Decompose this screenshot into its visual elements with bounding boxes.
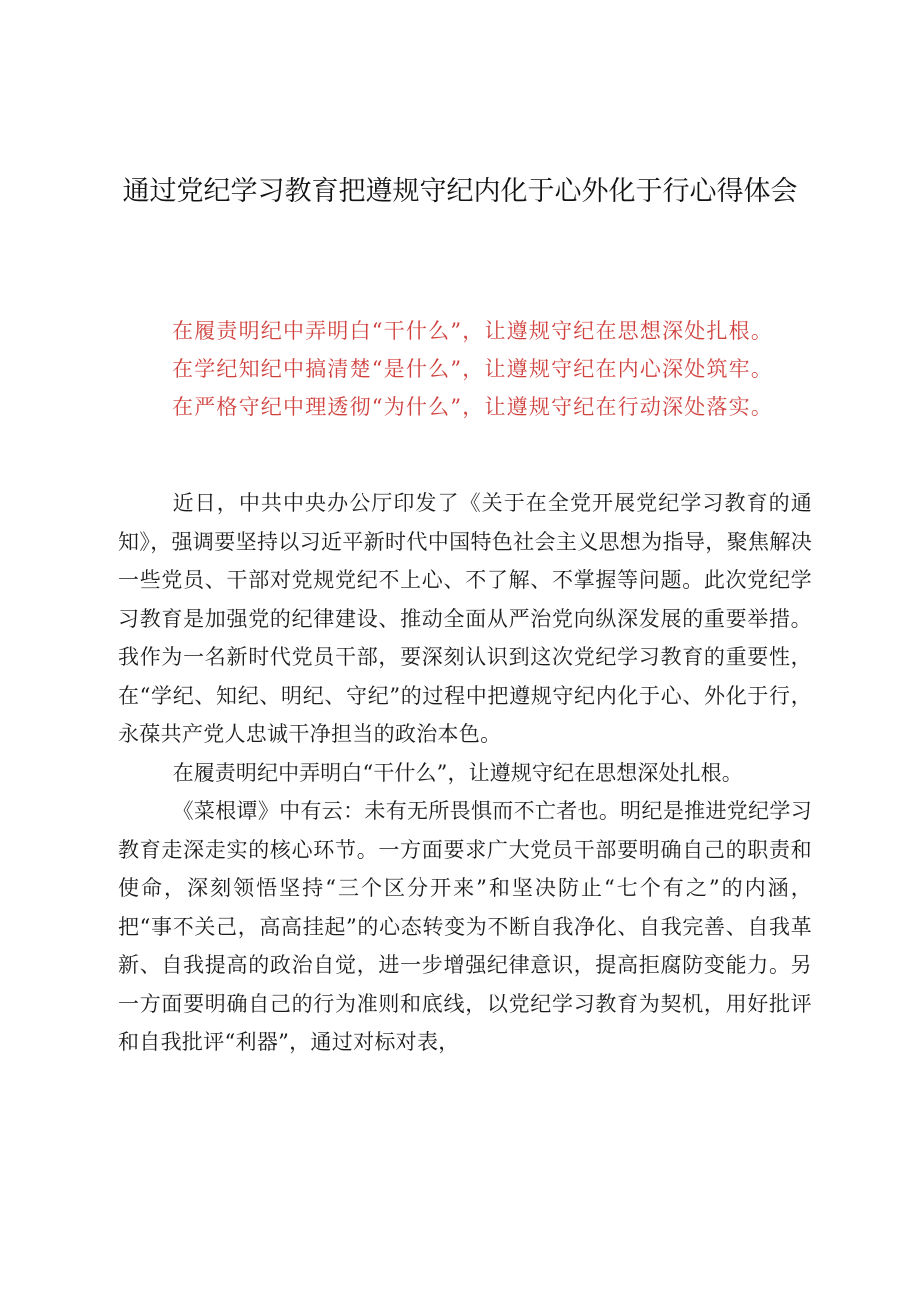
highlight-line-1: 在履责明纪中弄明白“干什么”，让遵规守纪在思想深处扎根。 xyxy=(172,319,774,343)
highlight-block xyxy=(172,312,832,426)
highlight-line-3: 在严格守纪中理透彻“为什么”，让遵规守纪在行动深处落实。 xyxy=(172,395,774,419)
body-paragraph-section-1: 《菜根谭》中有云：未有无所畏惧而不亡者也。明纪是推进党纪学习教育走深走实的核心环节。一方面要求广大党员干部要明确自己的职责和使命，深刻领悟坚持“三个区分开来”和坚决防止“七个有之”的内涵，把“事不关己，高高挂起”的心态转变为不断自我净化、自我完善、自我革新、自我提高的政治自觉，进一步增强纪律意识，提高拒腐防变能力。另一方面要明确自己的行为准则和底线，以党纪学习教育为契机，用好批评和自我批评“利器”，通过对标对表， xyxy=(118,799,812,1054)
body-paragraph-intro: 近日，中共中央办公厅印发了《关于在全党开展党纪学习教育的通知》，强调要坚持以习近平新时代中国特色社会主义思想为指导，聚焦解决一些党员、干部对党规党纪不上心、不了解、不掌握等问题。此次党纪学习教育是加强党的纪律建设、推动全面从严治党向纵深发展的重要举措。我作为一名新时代党员干部，要深刻认识到这次党纪学习教育的重要性，在“学纪、知纪、明纪、守纪”的过程中把遵规守纪内化于心、外化于行，永葆共产党人忠诚干净担当的政治本色。 xyxy=(118,491,812,746)
document-body xyxy=(118,484,812,1062)
document-title: 通过党纪学习教育把遵规守纪内化于心外化于行心得体会 xyxy=(122,176,798,207)
section-heading-1: 在履责明纪中弄明白“干什么”，让遵规守纪在思想深处扎根。 xyxy=(172,760,743,785)
highlight-line-2: 在学纪知纪中搞清楚“是什么”，让遵规守纪在内心深处筑牢。 xyxy=(172,357,774,381)
